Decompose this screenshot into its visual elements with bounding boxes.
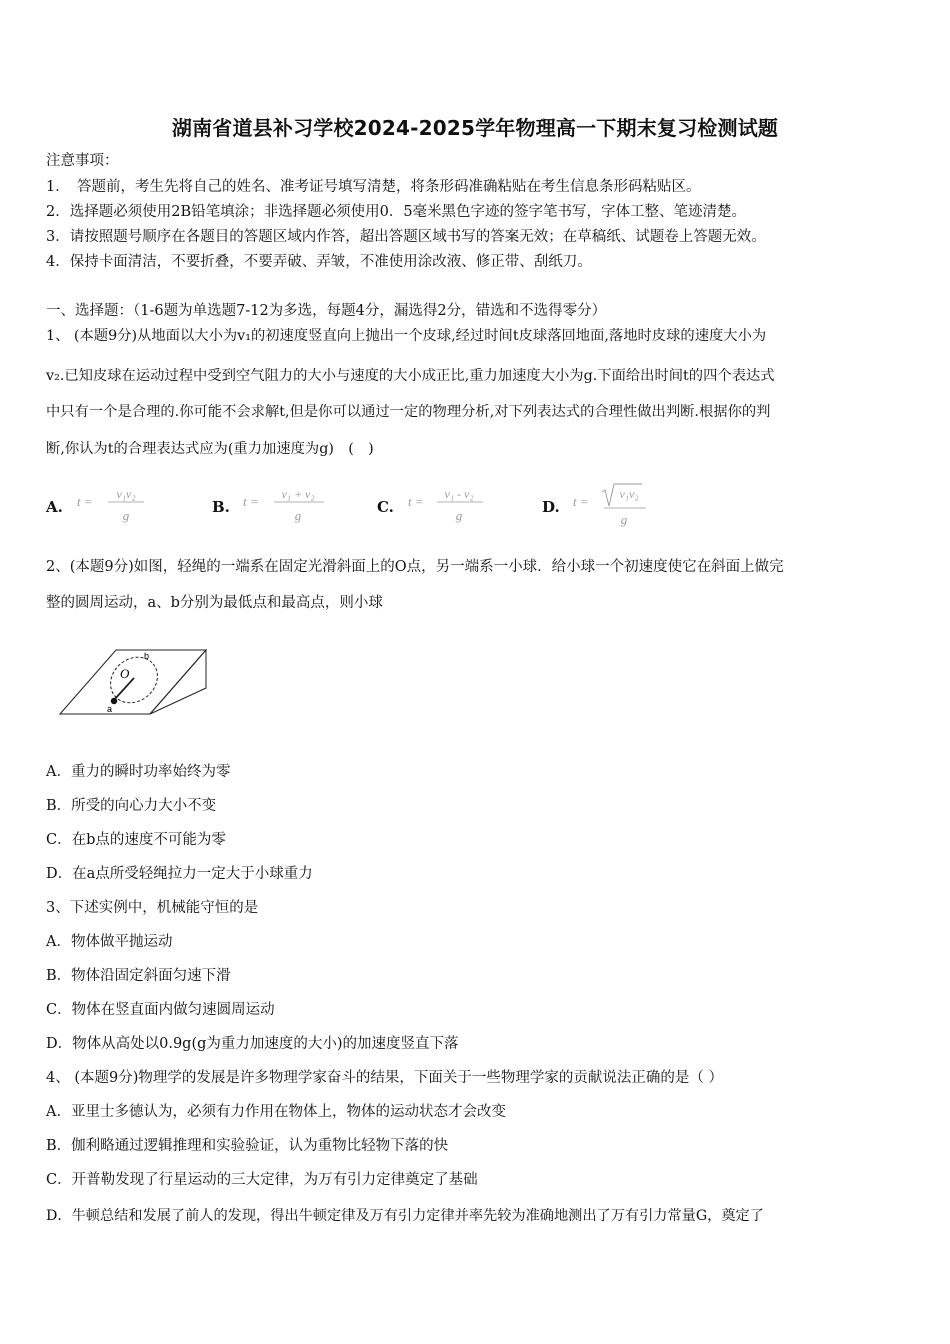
q2-stem-line: 整的圆周运动，a、b分别为最低点和最高点，则小球 — [46, 595, 383, 611]
formula-c — [403, 482, 513, 530]
q4-option[interactable]: B．伽利略通过逻辑推理和实验验证，认为重物比轻物下落的快 — [46, 1138, 449, 1154]
q1-options — [46, 482, 666, 530]
formula-b — [238, 482, 348, 530]
q3-option[interactable]: D．物体从高处以0.9g(g为重力加速度的大小)的加速度竖直下落 — [46, 1036, 459, 1052]
q2-stem-line: 2、(本题9分)如图，轻绳的一端系在固定光滑斜面上的O点，另一端系一小球．给小球一个初速度使它在斜面上做完 — [46, 559, 784, 575]
formula-numerator: v₁v₂ — [619, 487, 639, 501]
option-label: B. — [212, 498, 230, 516]
q2-option[interactable]: D．在a点所受轻绳拉力一定大于小球重力 — [46, 866, 313, 882]
notice-item: 1． 答题前，考生先将自己的姓名、准考证号填写清楚，将条形码准确粘贴在考生信息条形码粘贴区。 — [46, 179, 701, 195]
q2-option[interactable]: A．重力的瞬时功率始终为零 — [46, 764, 231, 780]
formula-denominator: g — [455, 508, 463, 523]
section-heading: 一、选择题：（1-6题为单选题7-12为多选，每题4分，漏选得2分，错选和不选得零分） — [46, 303, 607, 319]
formula-a — [72, 482, 172, 530]
formula-denominator: g — [294, 508, 302, 523]
q4-option[interactable]: A．亚里士多德认为，必须有力作用在物体上，物体的运动状态才会改变 — [46, 1104, 506, 1120]
figure-label-b: b — [144, 651, 150, 661]
page-title: 湖南省道县补习学校2024-2025学年物理高一下期末复习检测试题 — [171, 116, 779, 140]
figure-label-o: O — [120, 666, 130, 681]
notice-item: 2．选择题必须使用2B铅笔填涂；非选择题必须使用0．5毫米黑色字迹的签字笔书写，字体工整、笔迹清楚。 — [46, 204, 747, 220]
formula-lhs: t = — [573, 494, 589, 509]
formula-numerator: v₁v₂ — [116, 487, 136, 501]
formula-denominator: g — [122, 508, 130, 523]
q4-stem: 4、 (本题9分)物理学的发展是许多物理学家奋斗的结果，下面关于一些物理学家的贡献说法正确的是（ ） — [46, 1070, 723, 1086]
incline-circle-figure — [56, 642, 216, 722]
q1-stem-line: 1、 (本题9分)从地面以大小为v₁的初速度竖直向上抛出一个皮球,经过时间t皮球落回地面,落地时皮球的速度大小为 — [46, 328, 767, 344]
formula-numerator: v₁ + v₂ — [281, 487, 315, 501]
formula-numerator: v₁ - v₂ — [444, 487, 474, 501]
q4-option[interactable]: C．开普勒发现了行星运动的三大定律，为万有引力定律奠定了基础 — [46, 1172, 478, 1188]
option-label: D. — [542, 498, 560, 516]
formula-lhs: t = — [77, 494, 93, 509]
option-label: A. — [46, 498, 63, 516]
figure-label-a: a — [107, 704, 113, 714]
q2-option[interactable]: B．所受的向心力大小不变 — [46, 798, 217, 814]
notice-item: 3．请按照题号顺序在各题目的答题区域内作答，超出答题区域书写的答案无效；在草稿纸、试题卷上答题无效。 — [46, 229, 766, 245]
formula-lhs: t = — [408, 494, 424, 509]
q3-option[interactable]: A．物体做平抛运动 — [46, 934, 173, 950]
formula-lhs: t = — [243, 494, 259, 509]
q2-option[interactable]: C．在b点的速度不可能为零 — [46, 832, 226, 848]
q3-stem: 3、下述实例中，机械能守恒的是 — [46, 900, 259, 916]
q1-stem-line: 中只有一个是合理的.你可能不会求解t,但是你可以通过一定的物理分析,对下列表达式的合理性做出判断.根据你的判 — [46, 404, 771, 420]
formula-denominator: g — [620, 512, 628, 527]
q3-option[interactable]: C．物体在竖直面内做匀速圆周运动 — [46, 1002, 275, 1018]
formula-d — [568, 482, 678, 530]
option-label: C. — [377, 498, 394, 516]
notice-heading: 注意事项： — [46, 153, 119, 169]
notice-item: 4．保持卡面清洁，不要折叠，不要弄破、弄皱，不准使用涂改液、修正带、刮纸刀。 — [46, 254, 592, 270]
q1-stem-line: 断,你认为t的合理表达式应为(重力加速度为g) ( ) — [46, 441, 374, 457]
q4-option[interactable]: D．牛顿总结和发展了前人的发现，得出牛顿定律及万有引力定律并率先较为准确地测出了万有引力常量G，奠定了 — [46, 1208, 764, 1224]
q3-option[interactable]: B．物体沿固定斜面匀速下滑 — [46, 968, 231, 984]
q1-stem-line: v₂.已知皮球在运动过程中受到空气阻力的大小与速度的大小成正比,重力加速度大小为g.下面给出时间t的四个表达式 — [46, 368, 775, 384]
